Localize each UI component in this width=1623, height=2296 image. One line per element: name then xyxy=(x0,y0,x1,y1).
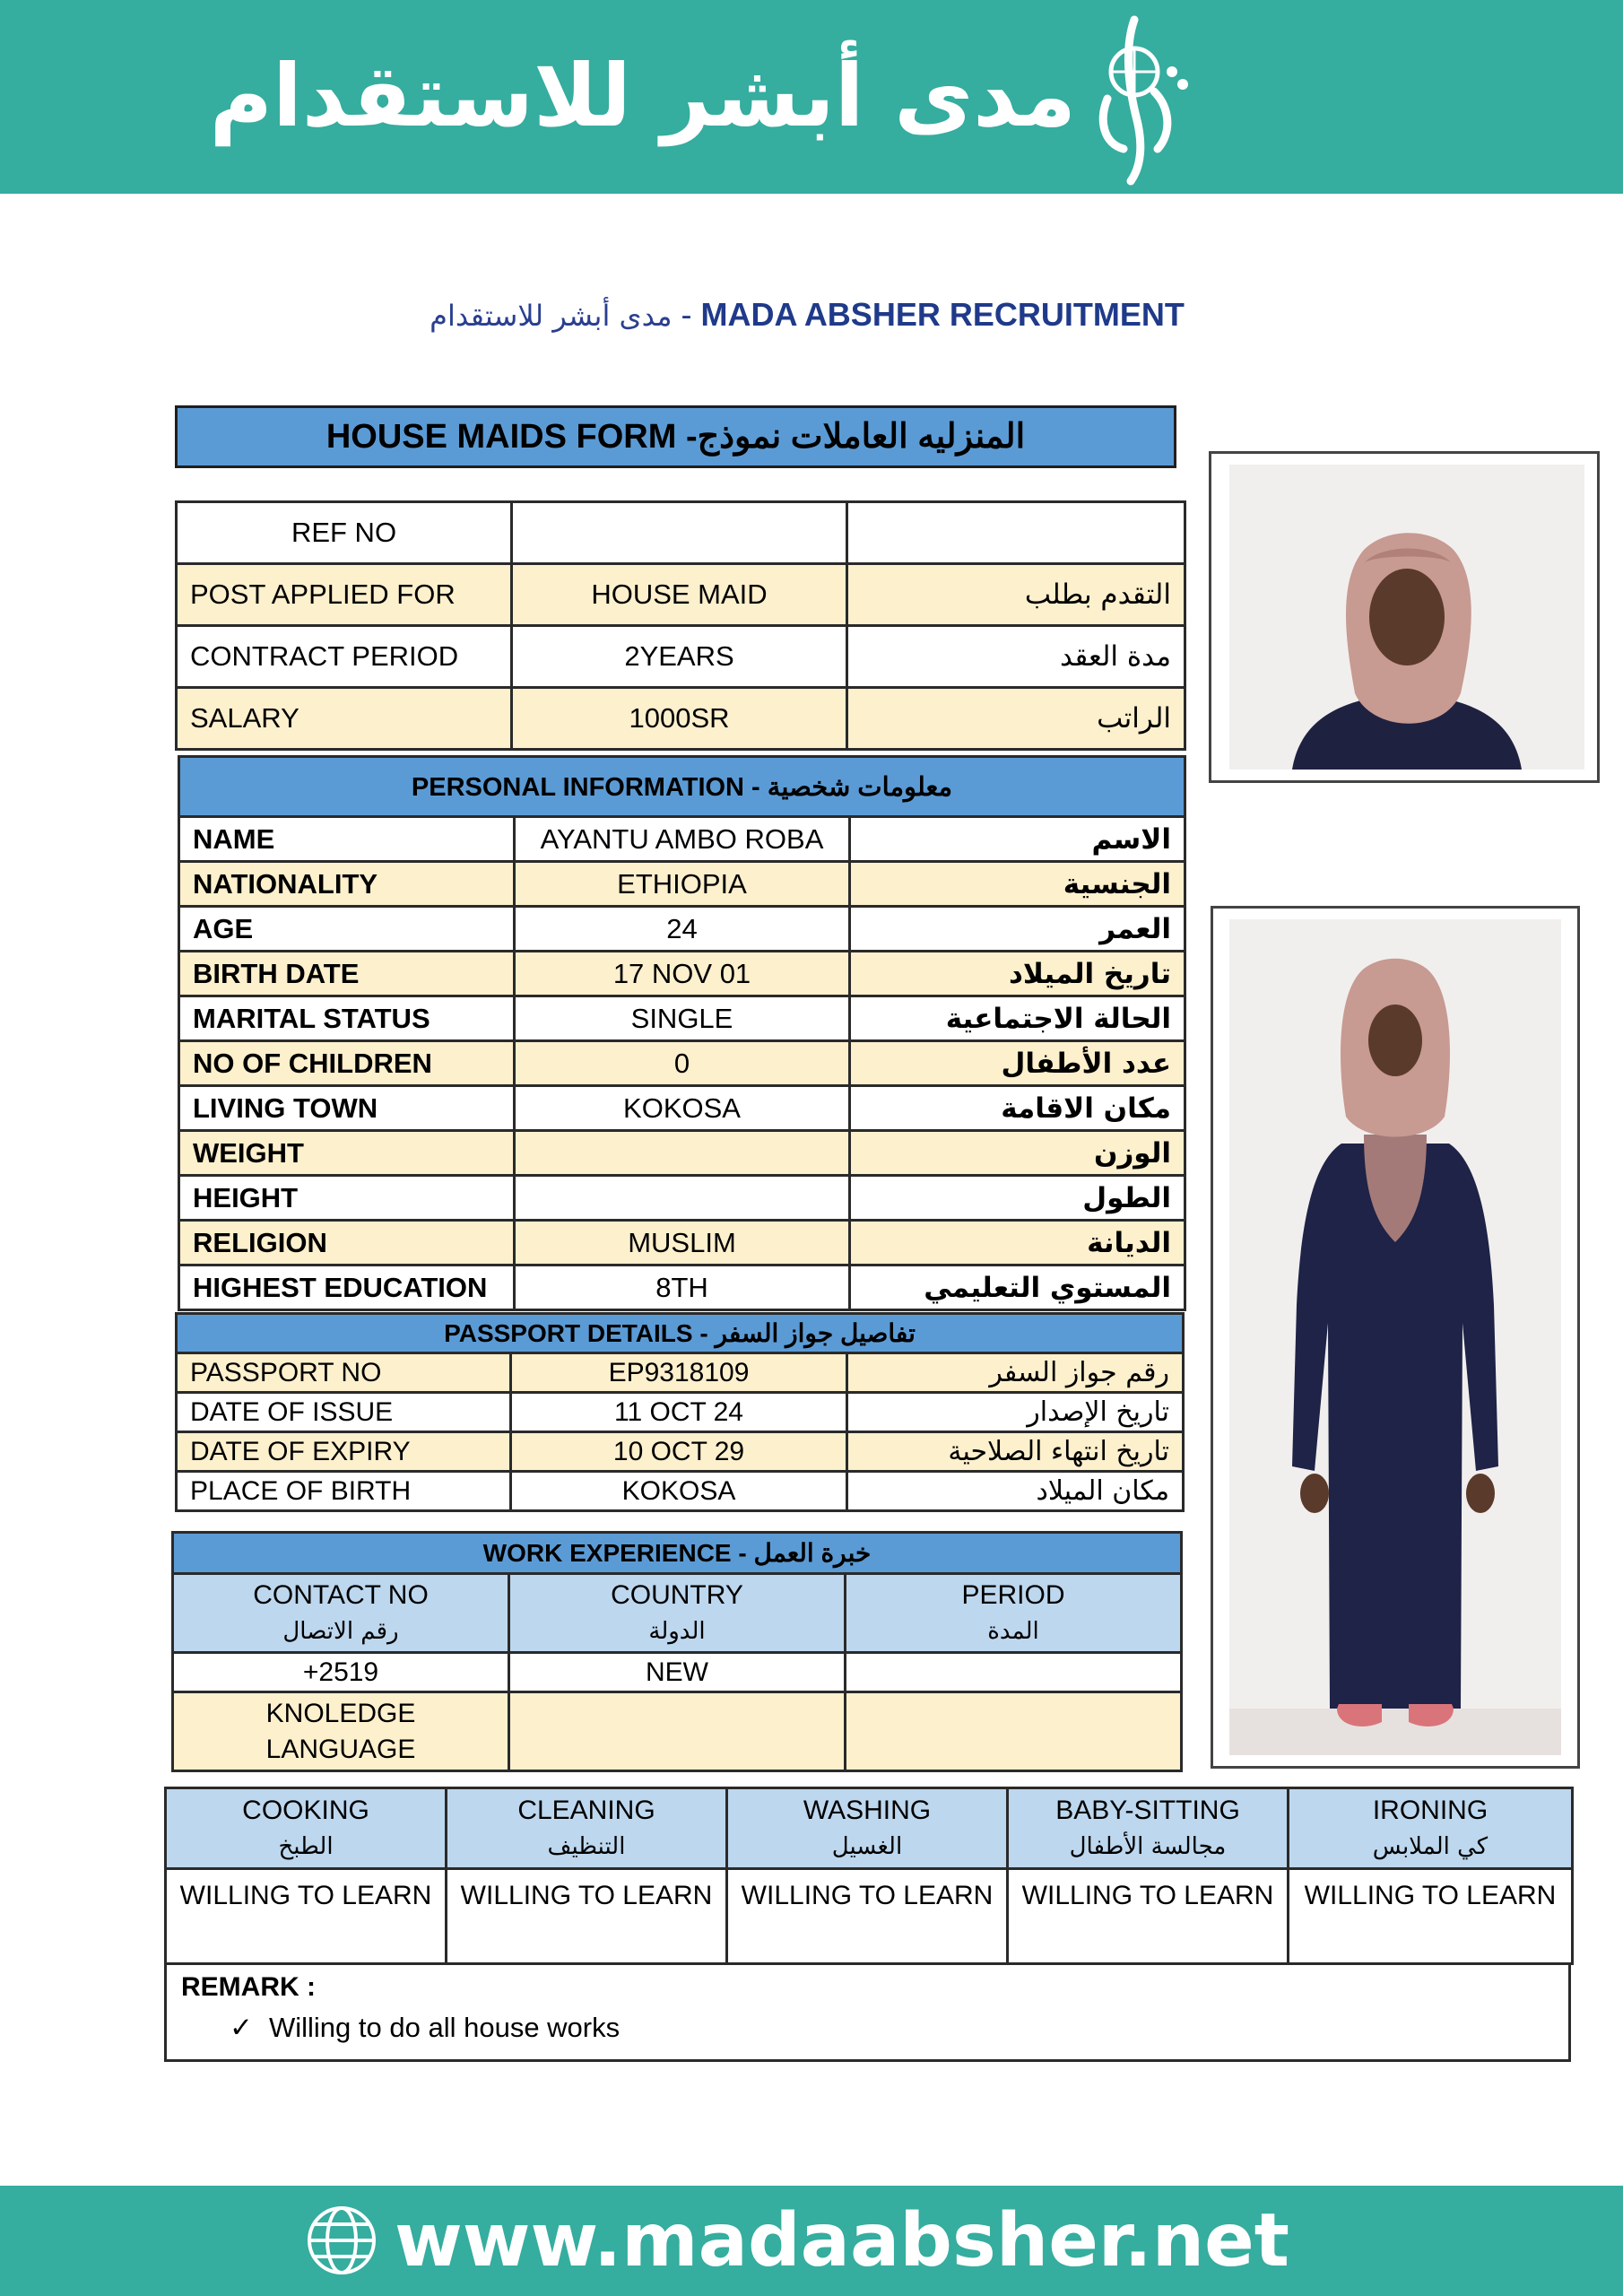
skills-table xyxy=(164,1787,1574,1965)
knowledge-label: KNOLEDGE xyxy=(265,1698,416,1728)
table-row xyxy=(177,564,1185,626)
table-row xyxy=(177,688,1185,750)
table-row xyxy=(173,1692,1182,1771)
field-label-ar: رقم جواز السفر xyxy=(847,1353,1184,1393)
field-label-ar: الديانة xyxy=(850,1221,1185,1265)
remark-item xyxy=(230,2012,620,2044)
job-details-table xyxy=(175,500,1186,751)
skill-label-ar: الغسيل xyxy=(831,1832,903,1860)
column-header-period xyxy=(846,1574,1182,1653)
field-value: AYANTU AMBO ROBA xyxy=(515,817,850,862)
full-body-image xyxy=(1229,919,1561,1755)
skill-value: WILLING TO LEARN xyxy=(727,1869,1008,1964)
knowledge-country-value xyxy=(509,1692,846,1771)
table-row xyxy=(179,1086,1185,1131)
table-row xyxy=(179,757,1185,817)
contact-no-value: +2519 xyxy=(173,1653,509,1692)
field-label-en: PASSPORT NO xyxy=(177,1353,511,1393)
field-label-en: BIRTH DATE xyxy=(179,952,515,996)
column-header-contact xyxy=(173,1574,509,1653)
table-row xyxy=(166,1788,1573,1869)
field-label-en: NO OF CHILDREN xyxy=(179,1041,515,1086)
field-label-ar: الراتب xyxy=(847,688,1185,750)
field-label-en: MARITAL STATUS xyxy=(179,996,515,1041)
remark-text: Willing to do all house works xyxy=(269,2012,621,2043)
knowledge-period-value xyxy=(846,1692,1182,1771)
table-row xyxy=(173,1653,1182,1692)
field-label-ar: الوزن xyxy=(850,1131,1185,1176)
period-value xyxy=(846,1653,1182,1692)
skill-header xyxy=(1289,1788,1573,1869)
field-label-ar: الحالة الاجتماعية xyxy=(850,996,1185,1041)
personal-rows xyxy=(179,817,1185,1310)
field-value: KOKOSA xyxy=(515,1086,850,1131)
table-row xyxy=(177,502,1185,564)
field-label-ar: مكان الاقامة xyxy=(850,1086,1185,1131)
passport-rows xyxy=(177,1353,1184,1511)
table-row xyxy=(177,1472,1184,1511)
field-value: 11 OCT 24 xyxy=(511,1393,847,1432)
field-value: SINGLE xyxy=(515,996,850,1041)
passport-heading: PASSPORT DETAILS - تفاصيل جواز السفر xyxy=(177,1314,1184,1353)
field-value: 17 NOV 01 xyxy=(515,952,850,996)
column-label-ar: رقم الاتصال xyxy=(282,1617,399,1645)
skill-label-ar: التنظيف xyxy=(547,1832,626,1860)
field-label-en: AGE xyxy=(179,907,515,952)
field-value xyxy=(515,1176,850,1221)
field-value xyxy=(515,1131,850,1176)
remark-box xyxy=(164,1963,1571,2062)
ref-no-value xyxy=(512,502,847,564)
table-row xyxy=(179,1176,1185,1221)
skill-header xyxy=(166,1788,447,1869)
field-label-ar: الطول xyxy=(850,1176,1185,1221)
column-header-country xyxy=(509,1574,846,1653)
table-row xyxy=(179,817,1185,862)
personal-info-heading: PERSONAL INFORMATION - معلومات شخصية xyxy=(179,757,1185,817)
skill-header xyxy=(447,1788,727,1869)
table-row xyxy=(179,996,1185,1041)
field-label-en: NATIONALITY xyxy=(179,862,515,907)
checkmark-icon: ✓ xyxy=(230,2012,253,2044)
table-row xyxy=(177,1353,1184,1393)
work-experience-table xyxy=(171,1531,1183,1772)
column-label-ar: الدولة xyxy=(648,1617,706,1645)
column-label-ar: المدة xyxy=(987,1617,1039,1645)
table-row xyxy=(179,907,1185,952)
skill-label-ar: الطبخ xyxy=(278,1832,334,1860)
field-value: 8TH xyxy=(515,1265,850,1310)
field-label-en: DATE OF EXPIRY xyxy=(177,1432,511,1472)
field-label-ar: تاريخ الإصدار xyxy=(847,1393,1184,1432)
skill-value: WILLING TO LEARN xyxy=(1008,1869,1289,1964)
table-row xyxy=(179,862,1185,907)
field-label-en: HIGHEST EDUCATION xyxy=(179,1265,515,1310)
field-label-ar: تاريخ انتهاء الصلاحية xyxy=(847,1432,1184,1472)
field-value: 0 xyxy=(515,1041,850,1086)
company-subtitle xyxy=(269,296,1345,350)
table-row xyxy=(177,1314,1184,1353)
field-label-en: PLACE OF BIRTH xyxy=(177,1472,511,1511)
field-label-ar: العمر xyxy=(850,907,1185,952)
field-label-en: HEIGHT xyxy=(179,1176,515,1221)
field-label-en: DATE OF ISSUE xyxy=(177,1393,511,1432)
field-label-ar: الجنسية xyxy=(850,862,1185,907)
header-banner xyxy=(0,0,1623,194)
field-value: 1000SR xyxy=(512,688,847,750)
field-label-ar: المستوي التعليمي xyxy=(850,1265,1185,1310)
subtitle-arabic: مدى أبشر للاستقدام xyxy=(430,299,673,333)
country-value: NEW xyxy=(509,1653,846,1692)
table-row xyxy=(173,1574,1182,1653)
table-row xyxy=(173,1533,1182,1574)
table-row xyxy=(179,952,1185,996)
field-label-en: CONTRACT PERIOD xyxy=(177,626,512,688)
field-label-ar: مكان الميلاد xyxy=(847,1472,1184,1511)
column-label-en: PERIOD xyxy=(961,1579,1065,1610)
website-link[interactable]: www.madaabsher.net xyxy=(395,2198,1289,2283)
knowledge-language-label xyxy=(173,1692,509,1771)
table-row xyxy=(179,1041,1185,1086)
field-value: 10 OCT 29 xyxy=(511,1432,847,1472)
field-value: 24 xyxy=(515,907,850,952)
form-title: HOUSE MAIDS FORM -المنزليه العاملات نموذج xyxy=(175,405,1176,468)
ref-no-extra xyxy=(847,502,1185,564)
field-value: KOKOSA xyxy=(511,1472,847,1511)
table-row xyxy=(177,1393,1184,1432)
field-label-ar: عدد الأطفال xyxy=(850,1041,1185,1086)
portrait-image xyxy=(1229,465,1584,770)
skill-label-ar: مجالسة الأطفال xyxy=(1069,1832,1227,1860)
ref-no-label: REF NO xyxy=(177,502,512,564)
personal-info-table xyxy=(178,755,1186,1311)
field-label-ar: التقدم بطلب xyxy=(847,564,1185,626)
field-label-ar: الاسم xyxy=(850,817,1185,862)
table-row xyxy=(179,1221,1185,1265)
skill-label-en: WASHING xyxy=(803,1795,932,1825)
remark-label: REMARK : xyxy=(181,1972,316,2002)
column-label-en: CONTACT NO xyxy=(253,1579,429,1610)
table-row xyxy=(177,1432,1184,1472)
portrait-photo xyxy=(1209,451,1600,783)
table-row xyxy=(179,1265,1185,1310)
work-heading: WORK EXPERIENCE - خبرة العمل xyxy=(173,1533,1182,1574)
field-label-en: RELIGION xyxy=(179,1221,515,1265)
table-row xyxy=(179,1131,1185,1176)
field-value: 2YEARS xyxy=(512,626,847,688)
abshar-calligraphy-logo-icon xyxy=(1072,9,1197,188)
field-value: ETHIOPIA xyxy=(515,862,850,907)
passport-details-table xyxy=(175,1312,1185,1512)
skill-header xyxy=(727,1788,1008,1869)
skill-value: WILLING TO LEARN xyxy=(166,1869,447,1964)
brand-name-arabic: مدى أبشر للاستقدام xyxy=(209,46,1076,146)
table-row xyxy=(166,1869,1573,1964)
field-label-en: LIVING TOWN xyxy=(179,1086,515,1131)
field-value: HOUSE MAID xyxy=(512,564,847,626)
language-label: LANGUAGE xyxy=(265,1734,416,1764)
footer-banner xyxy=(0,2186,1623,2296)
skill-value: WILLING TO LEARN xyxy=(447,1869,727,1964)
skill-header xyxy=(1008,1788,1289,1869)
field-label-ar: مدة العقد xyxy=(847,626,1185,688)
skill-label-en: COOKING xyxy=(242,1795,369,1825)
skill-label-en: IRONING xyxy=(1372,1795,1488,1825)
skill-value: WILLING TO LEARN xyxy=(1289,1869,1573,1964)
field-label-en: SALARY xyxy=(177,688,512,750)
field-value: MUSLIM xyxy=(515,1221,850,1265)
skill-label-ar: كي الملابس xyxy=(1372,1832,1488,1860)
skill-label-en: CLEANING xyxy=(517,1795,655,1825)
column-label-en: COUNTRY xyxy=(611,1579,743,1610)
field-label-en: NAME xyxy=(179,817,515,862)
field-value: EP9318109 xyxy=(511,1353,847,1393)
subtitle-english: MADA ABSHER RECRUITMENT xyxy=(700,296,1185,333)
subtitle-separator: - xyxy=(672,296,701,333)
table-row xyxy=(177,626,1185,688)
field-label-ar: تاريخ الميلاد xyxy=(850,952,1185,996)
field-label-en: WEIGHT xyxy=(179,1131,515,1176)
full-body-photo xyxy=(1211,906,1580,1769)
skill-label-en: BABY-SITTING xyxy=(1055,1795,1240,1825)
field-label-en: POST APPLIED FOR xyxy=(177,564,512,626)
